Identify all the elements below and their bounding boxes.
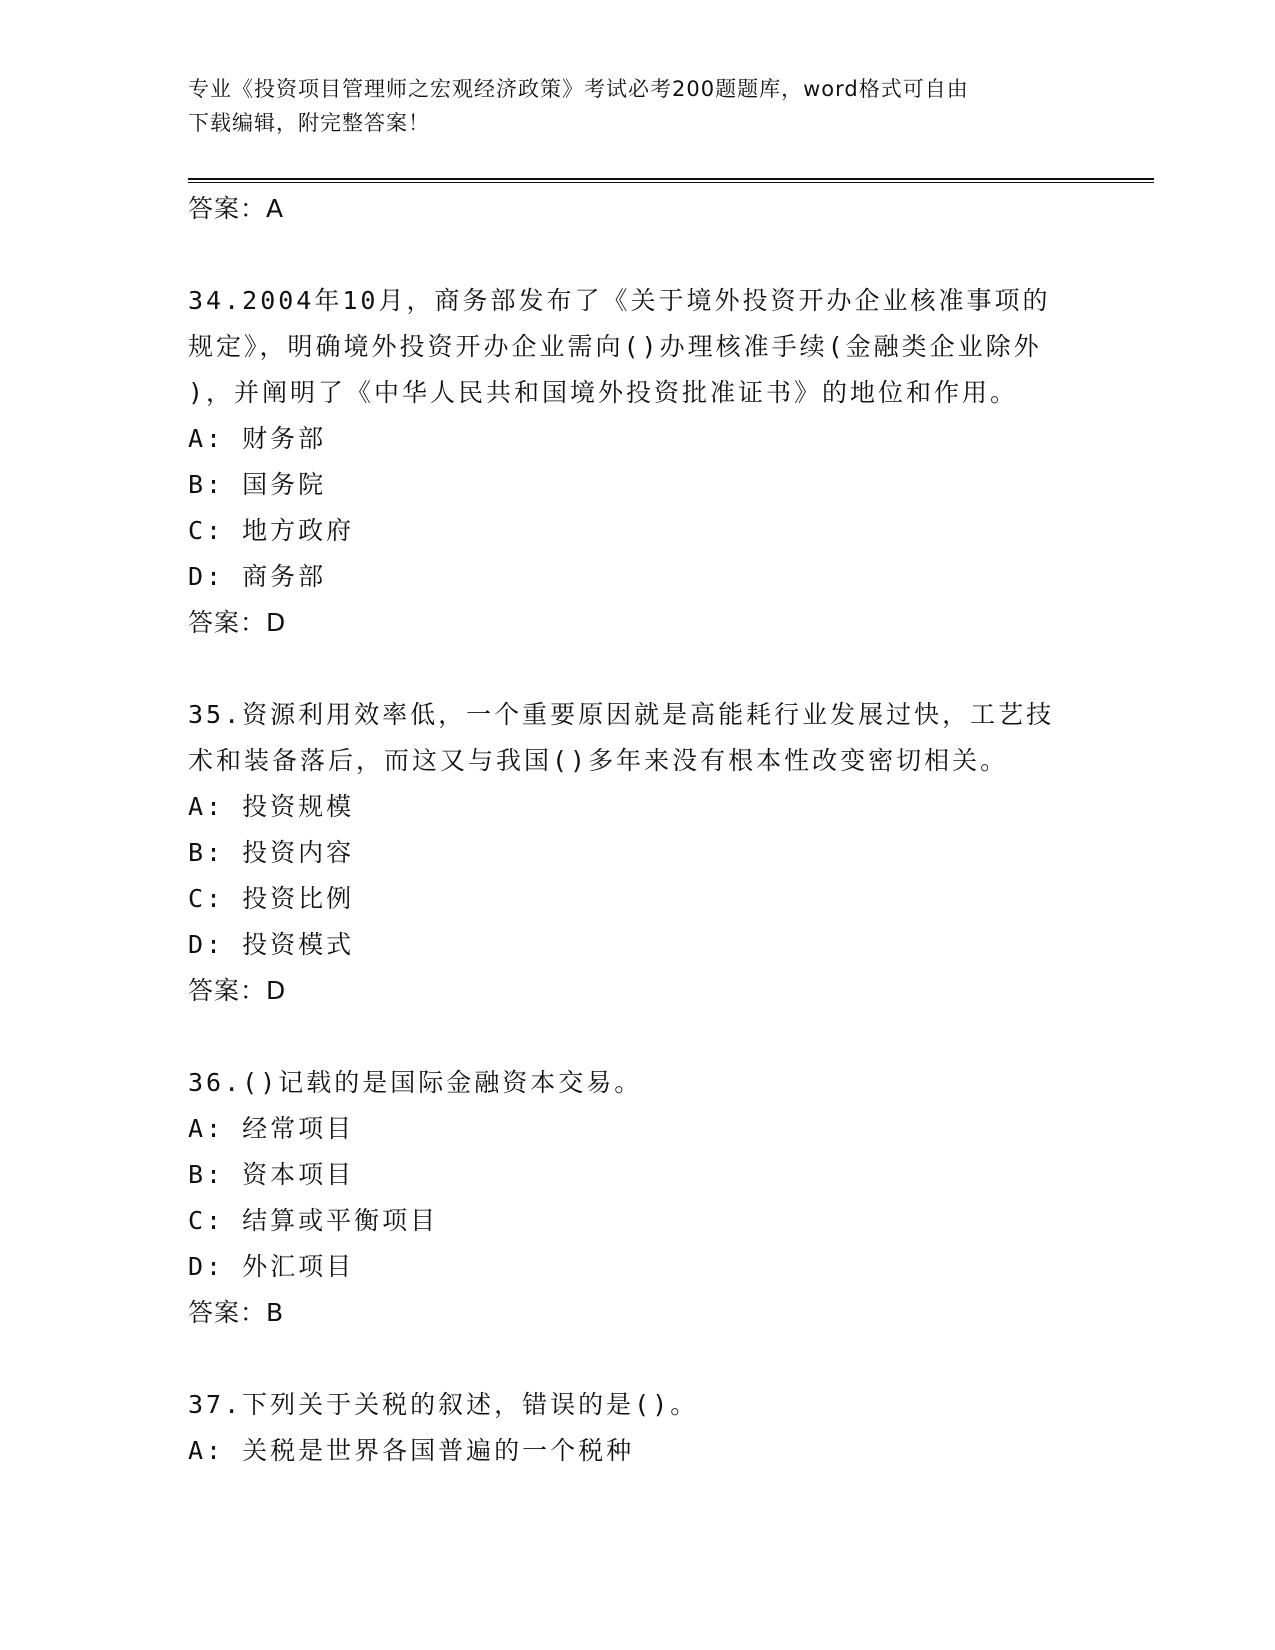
header-line-2: 下载编辑，附完整答案！ <box>188 111 430 135</box>
answer-line: 答案：D <box>188 608 287 637</box>
question-text-line: 35.资源利用效率低，一个重要原因就是高能耗行业发展过快，工艺技 <box>188 700 1055 729</box>
option-d: D: 外汇项目 <box>188 1252 355 1281</box>
option-a: A: 经常项目 <box>188 1114 355 1143</box>
document-header <box>188 72 1088 140</box>
option-c: C: 结算或平衡项目 <box>188 1206 439 1235</box>
header-divider <box>188 178 1154 183</box>
question-37 <box>188 1382 1088 1474</box>
option-b: B: 资本项目 <box>188 1160 355 1189</box>
question-text-line: )，并阐明了《中华人民共和国境外投资批准证书》的地位和作用。 <box>188 378 1019 407</box>
option-a: A: 财务部 <box>188 424 327 453</box>
question-text-line: 规定》，明确境外投资开办企业需向()办理核准手续(金融类企业除外 <box>188 332 1042 361</box>
header-line-1: 专业《投资项目管理师之宏观经济政策》考试必考200题题库，word格式可自由 <box>188 77 969 101</box>
option-a: A: 投资规模 <box>188 792 355 821</box>
question-35 <box>188 692 1088 1014</box>
answer-line: 答案：B <box>188 1298 285 1327</box>
question-text-line: 37.下列关于关税的叙述，错误的是()。 <box>188 1390 699 1419</box>
option-a: A: 关税是世界各国普遍的一个税种 <box>188 1436 635 1465</box>
question-text-line: 36.()记载的是国际金融资本交易。 <box>188 1068 643 1097</box>
question-36 <box>188 1060 1088 1336</box>
option-b: B: 投资内容 <box>188 838 355 867</box>
previous-answer: 答案：A <box>188 194 285 223</box>
question-text-line: 术和装备落后，而这又与我国()多年来没有根本性改变密切相关。 <box>188 746 1009 775</box>
option-d: D: 投资模式 <box>188 930 355 959</box>
question-text-line: 34.2004年10月，商务部发布了《关于境外投资开办企业核准事项的 <box>188 286 1051 315</box>
option-d: D: 商务部 <box>188 562 327 591</box>
option-c: C: 地方政府 <box>188 516 355 545</box>
question-34 <box>188 278 1088 646</box>
question-list <box>188 186 1088 1474</box>
answer-line: 答案：D <box>188 976 287 1005</box>
option-c: C: 投资比例 <box>188 884 355 913</box>
option-b: B: 国务院 <box>188 470 327 499</box>
